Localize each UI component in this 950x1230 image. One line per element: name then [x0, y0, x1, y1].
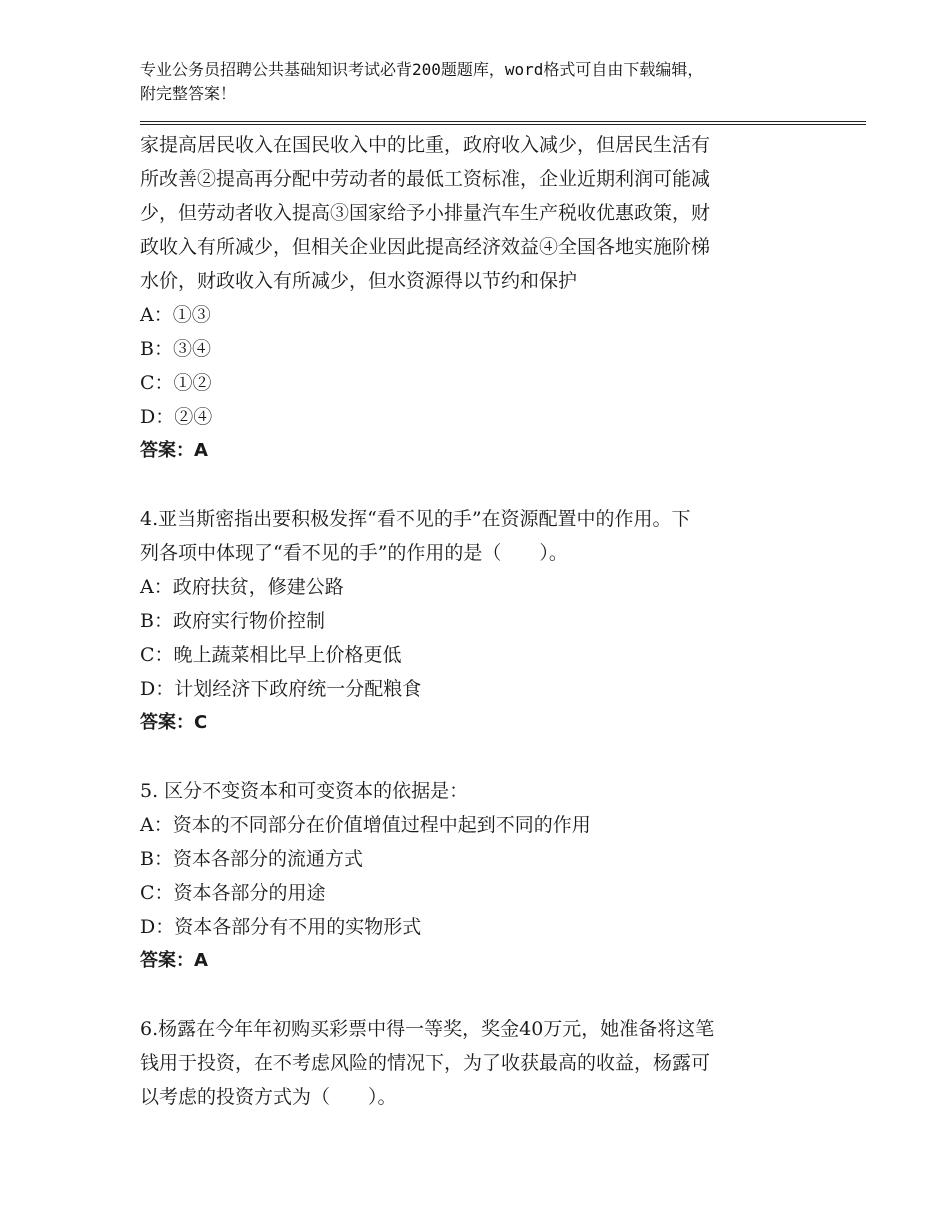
question-3-option-b: B：③④	[140, 338, 211, 360]
question-4-option-a: A：政府扶贫，修建公路	[140, 576, 344, 598]
spacer	[140, 740, 810, 774]
question-3-answer: 答案：A	[140, 440, 208, 461]
question-4-line-2: 列各项中体现了“看不见的手”的作用的是（ ）。	[140, 542, 568, 564]
question-4-option-b: B：政府实行物价控制	[140, 610, 325, 632]
question-6	[140, 1012, 810, 1114]
header-line-2: 附完整答案！	[140, 84, 237, 103]
question-3-line-4: 政收入有所减少，但相关企业因此提高经济效益④全国各地实施阶梯	[140, 236, 711, 258]
question-3-continued	[140, 128, 810, 468]
question-3-line-1: 家提高居民收入在国民收入中的比重，政府收入减少，但居民生活有	[140, 134, 711, 156]
spacer	[140, 978, 810, 1012]
question-3-option-c: C：①②	[140, 372, 212, 394]
question-5-option-d: D：资本各部分有不用的实物形式	[140, 916, 422, 938]
question-5-option-c: C：资本各部分的用途	[140, 882, 326, 904]
question-3-line-5: 水价，财政收入有所减少，但水资源得以节约和保护	[140, 270, 578, 292]
question-5-option-a: A：资本的不同部分在价值增值过程中起到不同的作用	[140, 814, 591, 836]
header-rule-top	[140, 121, 866, 122]
question-4-line-1: 4.亚当斯密指出要积极发挥“看不见的手”在资源配置中的作用。下	[140, 508, 691, 530]
question-4-answer: 答案：C	[140, 712, 208, 733]
question-4	[140, 502, 810, 740]
header-line-1: 专业公务员招聘公共基础知识考试必背200题题库，word格式可自由下载编辑，	[140, 60, 704, 79]
question-3-line-3: 少，但劳动者收入提高③国家给予小排量汽车生产税收优惠政策，财	[140, 202, 711, 224]
header-rule-bottom	[140, 124, 866, 125]
question-3-option-d: D：②④	[140, 406, 213, 428]
question-5	[140, 774, 810, 978]
question-5-option-b: B：资本各部分的流通方式	[140, 848, 363, 870]
page-header	[140, 58, 840, 106]
question-6-line-1: 6.杨露在今年年初购买彩票中得一等奖，奖金40万元，她准备将这笔	[140, 1018, 715, 1040]
question-3-line-2: 所改善②提高再分配中劳动者的最低工资标准，企业近期利润可能减	[140, 168, 711, 190]
question-6-line-3: 以考虑的投资方式为（ ）。	[140, 1086, 397, 1108]
question-4-option-c: C：晚上蔬菜相比早上价格更低	[140, 644, 402, 666]
question-6-line-2: 钱用于投资，在不考虑风险的情况下，为了收获最高的收益，杨露可	[140, 1052, 711, 1074]
question-content	[140, 128, 810, 1114]
question-5-line-1: 5. 区分不变资本和可变资本的依据是：	[140, 780, 469, 802]
spacer	[140, 468, 810, 502]
question-3-option-a: A：①③	[140, 304, 211, 326]
question-4-option-d: D：计划经济下政府统一分配粮食	[140, 678, 422, 700]
question-5-answer: 答案：A	[140, 950, 208, 971]
